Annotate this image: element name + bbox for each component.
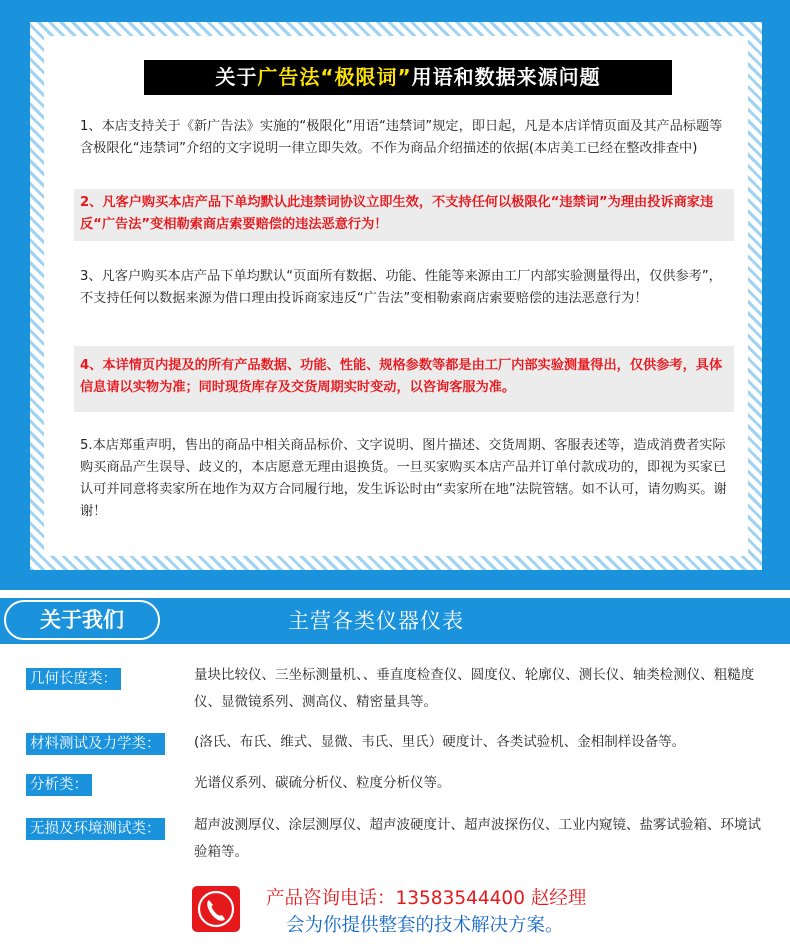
notice-title <box>144 60 672 95</box>
main-business-title: 主营各类仪器仪表 <box>288 609 464 633</box>
notice-paragraph-3: 3、凡客户购买本店产品下单均默认“页面所有数据、功能、性能等来源由工厂内部实验测量得出，仅供参考”，不支持任何以数据来源为借口理由投诉商家违反“广告法”变相勒索商店索要赔偿的违法恶意行为！ <box>80 269 722 306</box>
notice-paragraph-2: 2、凡客户购买本店产品下单均默认此违禁词协议立即生效，不支持任何以极限化“违禁词”为理由投诉商家违反“广告法”变相勒索商店索要赔偿的违法恶意行为！ <box>80 195 714 232</box>
phone-icon-graphic <box>192 886 240 932</box>
notice-content-box <box>44 36 748 556</box>
notice-paragraph-5: 5.本店郑重声明，售出的商品中相关商品标价、文字说明、图片描述、交货周期、客服表述等，造成消费者实际购买商品产生误导、歧义的，本店愿意无理由退换货。一旦买家购买本店产品并订单付款成功的，即视为买家已认可并同意将卖家所在地作为双方合同履行地，发生诉讼时由“卖家所在地”法院管辖。如不认可，请勿购买。谢谢！ <box>80 438 727 519</box>
category-label-geometry: 几何长度类： <box>26 668 121 690</box>
striped-frame <box>30 22 762 570</box>
notice-title-prefix: 关于 <box>215 65 258 89</box>
about-us-pill: 关于我们 <box>4 600 160 640</box>
category-label-ndt: 无损及环境测试类： <box>26 818 165 840</box>
category-text-geometry: 量块比较仪、三坐标测量机、、垂直度检查仪、圆度仪、轮廓仪、测长仪、轴类检测仪、粗糙度仪、显微镜系列、测高仪、精密量具等。 <box>194 667 755 710</box>
about-banner <box>0 598 790 644</box>
category-label-analysis: 分析类： <box>26 774 92 796</box>
notice-title-suffix: 用语和数据来源问题 <box>411 65 601 89</box>
notice-title-highlight: 广告法“极限词” <box>257 65 412 89</box>
notice-paragraph-4: 4、本详情页内提及的所有产品数据、功能、性能、规格参数等都是由工厂内部实验测量得出，仅供参考，具体信息请以实物为准；同时现货库存及交货周期实时变动，以咨询客服为准。 <box>80 358 723 395</box>
category-label-materials: 材料测试及力学类： <box>26 733 165 755</box>
notice-paragraph-1: 1、本店支持关于《新广告法》实施的“极限化”用语“违禁词”规定，即日起，凡是本店详情页面及其产品标题等含极限化“违禁词”介绍的文字说明一律立即失效。不作为商品介绍描述的依据(本店美工已经在整改排查中) <box>80 119 723 156</box>
category-text-analysis: 光谱仪系列、碳硫分析仪、粒度分析仪等。 <box>194 775 451 791</box>
phone-icon <box>192 886 240 932</box>
category-text-materials: (洛氏、布氏、维式、显微、韦氏、里氏）硬度计、各类试验机、金相制样设备等。 <box>194 734 686 750</box>
contact-phone-line: 产品咨询电话：13583544400 赵经理 <box>266 888 587 909</box>
category-text-ndt: 超声波测厚仪、涂层测厚仪、超声波硬度计、超声波探伤仪、工业内窥镜、盐雾试验箱、环境试验箱等。 <box>194 817 761 860</box>
contact-slogan: 会为你提供整套的技术解决方案。 <box>286 915 564 936</box>
